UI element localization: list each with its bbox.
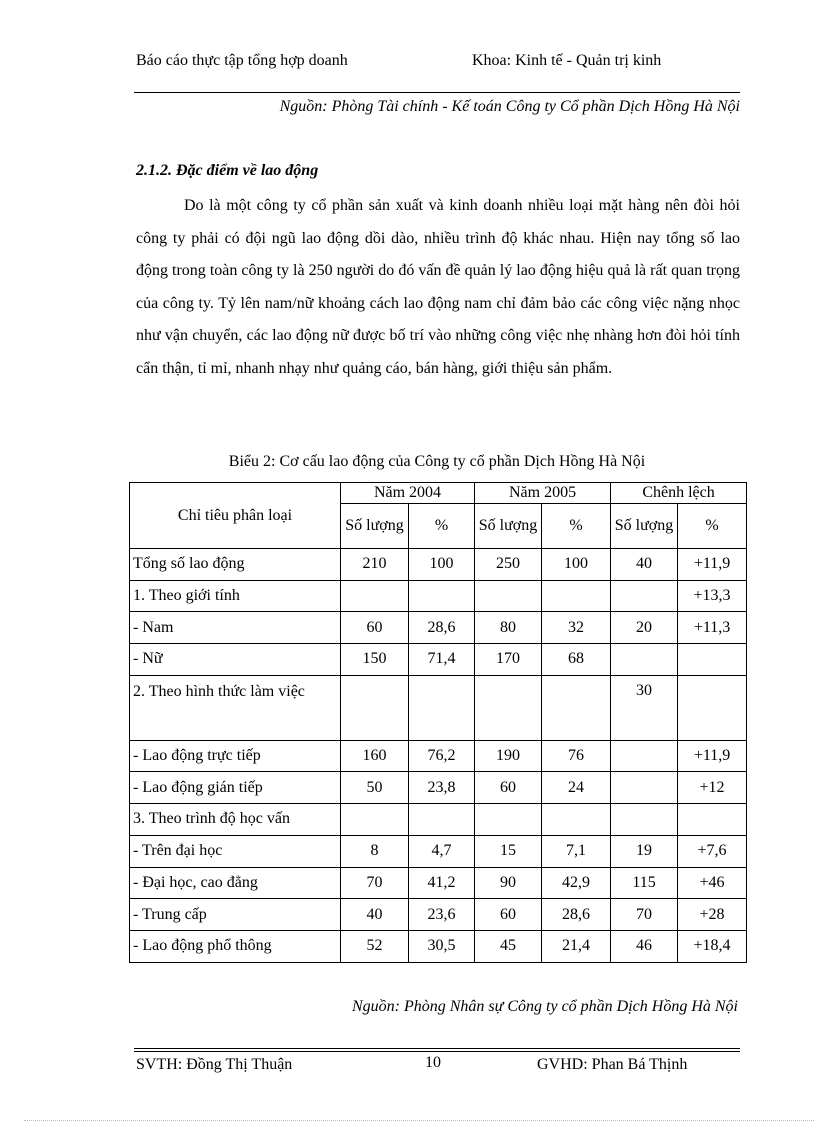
row-label: - Nam [130,612,341,644]
cell: 40 [611,549,678,581]
cell: 115 [611,867,678,899]
table-row [130,740,747,772]
section-heading: 2.1.2. Đặc điểm về lao động [136,162,319,179]
cell: 80 [475,612,542,644]
cell: 170 [475,644,542,676]
cell [542,804,611,836]
cell: 50 [341,772,409,804]
cell: 100 [542,549,611,581]
table-row [130,644,747,676]
cell [475,580,542,612]
cell: 20 [611,612,678,644]
cell [542,675,611,740]
labor-structure-table [129,482,747,963]
cell: 32 [542,612,611,644]
cell: +12 [678,772,747,804]
cell: +7,6 [678,835,747,867]
cell: 68 [542,644,611,676]
table-row [130,867,747,899]
cell: 8 [341,835,409,867]
cell [409,580,475,612]
table-caption: Biểu 2: Cơ cấu lao động của Công ty cổ phần Dịch Hồng Hà Nội [228,453,646,470]
cell: 70 [341,867,409,899]
page-edge-divider [24,1120,814,1121]
cell: 28,6 [409,612,475,644]
cell: 60 [475,899,542,931]
cell: 23,8 [409,772,475,804]
source-note-top: Nguồn: Phòng Tài chính - Kế toán Công ty Cổ phần Dịch Hồng Hà Nội [279,98,740,115]
table-row [130,899,747,931]
cell: 21,4 [542,930,611,962]
group-header-2005: Năm 2005 [475,483,611,504]
cell: 4,7 [409,835,475,867]
table-row [130,580,747,612]
cell [341,804,409,836]
cell: 19 [611,835,678,867]
sub-header-pct: % [409,504,475,549]
row-header: Chỉ tiêu phân loại [130,483,341,549]
cell: +11,3 [678,612,747,644]
cell: 42,9 [542,867,611,899]
row-label: - Lao động phổ thông [130,930,341,962]
cell: 7,1 [542,835,611,867]
cell: 45 [475,930,542,962]
row-label: 2. Theo hình thức làm việc [130,675,341,740]
source-note-bottom: Nguồn: Phòng Nhân sự Công ty cổ phần Dịch Hồng Hà Nội [351,998,738,1015]
cell: 190 [475,740,542,772]
footer-advisor: GVHD: Phan Bá Thịnh [537,1056,688,1073]
cell: 23,6 [409,899,475,931]
row-label: 3. Theo trình độ học vấn [130,804,341,836]
cell: 150 [341,644,409,676]
cell [678,675,747,740]
cell: 76,2 [409,740,475,772]
page-number: 10 [425,1054,441,1071]
sub-header-pct: % [678,504,747,549]
cell: 30 [611,675,678,740]
cell: +18,4 [678,930,747,962]
cell: 90 [475,867,542,899]
cell [611,740,678,772]
row-label: Tổng số lao động [130,549,341,581]
cell [611,580,678,612]
cell: 15 [475,835,542,867]
cell [341,580,409,612]
cell [341,675,409,740]
row-label: - Trên đại học [130,835,341,867]
cell: 40 [341,899,409,931]
sub-header-pct: % [542,504,611,549]
cell [475,675,542,740]
cell [611,804,678,836]
row-label: - Lao động trực tiếp [130,740,341,772]
cell: 71,4 [409,644,475,676]
cell: 24 [542,772,611,804]
cell: 60 [475,772,542,804]
row-label: - Lao động gián tiếp [130,772,341,804]
cell: 76 [542,740,611,772]
body-paragraph: Do là một công ty cổ phần sản xuất và kinh doanh nhiều loại mặt hàng nên đòi hỏi công ty phải có đội ngũ lao động dồi dào, nhiều trình độ khác nhau. Hiện nay tổng số lao động trong toàn công ty là 250 người do đó vấn đề quản lý lao động hiệu quả là rất quan trọng của công ty. Tỷ lên nam/nữ khoảng cách lao động nam chỉ đảm bảo các công việc nặng nhọc như vận chuyển, các lao động nữ được bố trí vào những công việc nhẹ nhàng hơn đòi hỏi tính cẩn thận, tỉ mỉ, nhanh nhạy như quảng cáo, bán hàng, giới thiệu sản phẩm. [136,197,740,377]
cell [409,804,475,836]
cell: 160 [341,740,409,772]
sub-header-qty: Số lượng [611,504,678,549]
cell: +11,9 [678,740,747,772]
cell [611,644,678,676]
row-label: - Nữ [130,644,341,676]
cell: 41,2 [409,867,475,899]
row-label: - Trung cấp [130,899,341,931]
table-row [130,804,747,836]
table-row [130,549,747,581]
row-label: 1. Theo giới tính [130,580,341,612]
cell [611,772,678,804]
cell: 46 [611,930,678,962]
cell [678,644,747,676]
table-row [130,930,747,962]
cell [409,675,475,740]
cell: +28 [678,899,747,931]
row-label: - Đại học, cao đẳng [130,867,341,899]
group-header-2004: Năm 2004 [341,483,475,504]
table-row [130,612,747,644]
cell: +11,9 [678,549,747,581]
cell [678,804,747,836]
cell [475,804,542,836]
table-row [130,835,747,867]
cell: +46 [678,867,747,899]
footer-divider [134,1048,740,1049]
cell: 100 [409,549,475,581]
header-right: Khoa: Kinh tế - Quản trị kinh [472,52,662,69]
cell [542,580,611,612]
header-left: Báo cáo thực tập tổng hợp doanh [136,52,348,69]
table-row [130,772,747,804]
cell: 30,5 [409,930,475,962]
sub-header-qty: Số lượng [475,504,542,549]
cell: 28,6 [542,899,611,931]
table-row [130,675,747,740]
cell: 210 [341,549,409,581]
group-header-diff: Chênh lệch [611,483,747,504]
sub-header-qty: Số lượng [341,504,409,549]
cell: 52 [341,930,409,962]
cell: 250 [475,549,542,581]
cell: 70 [611,899,678,931]
footer-student: SVTH: Đồng Thị Thuận [136,1056,293,1073]
cell: +13,3 [678,580,747,612]
cell: 60 [341,612,409,644]
header-divider [134,92,740,93]
